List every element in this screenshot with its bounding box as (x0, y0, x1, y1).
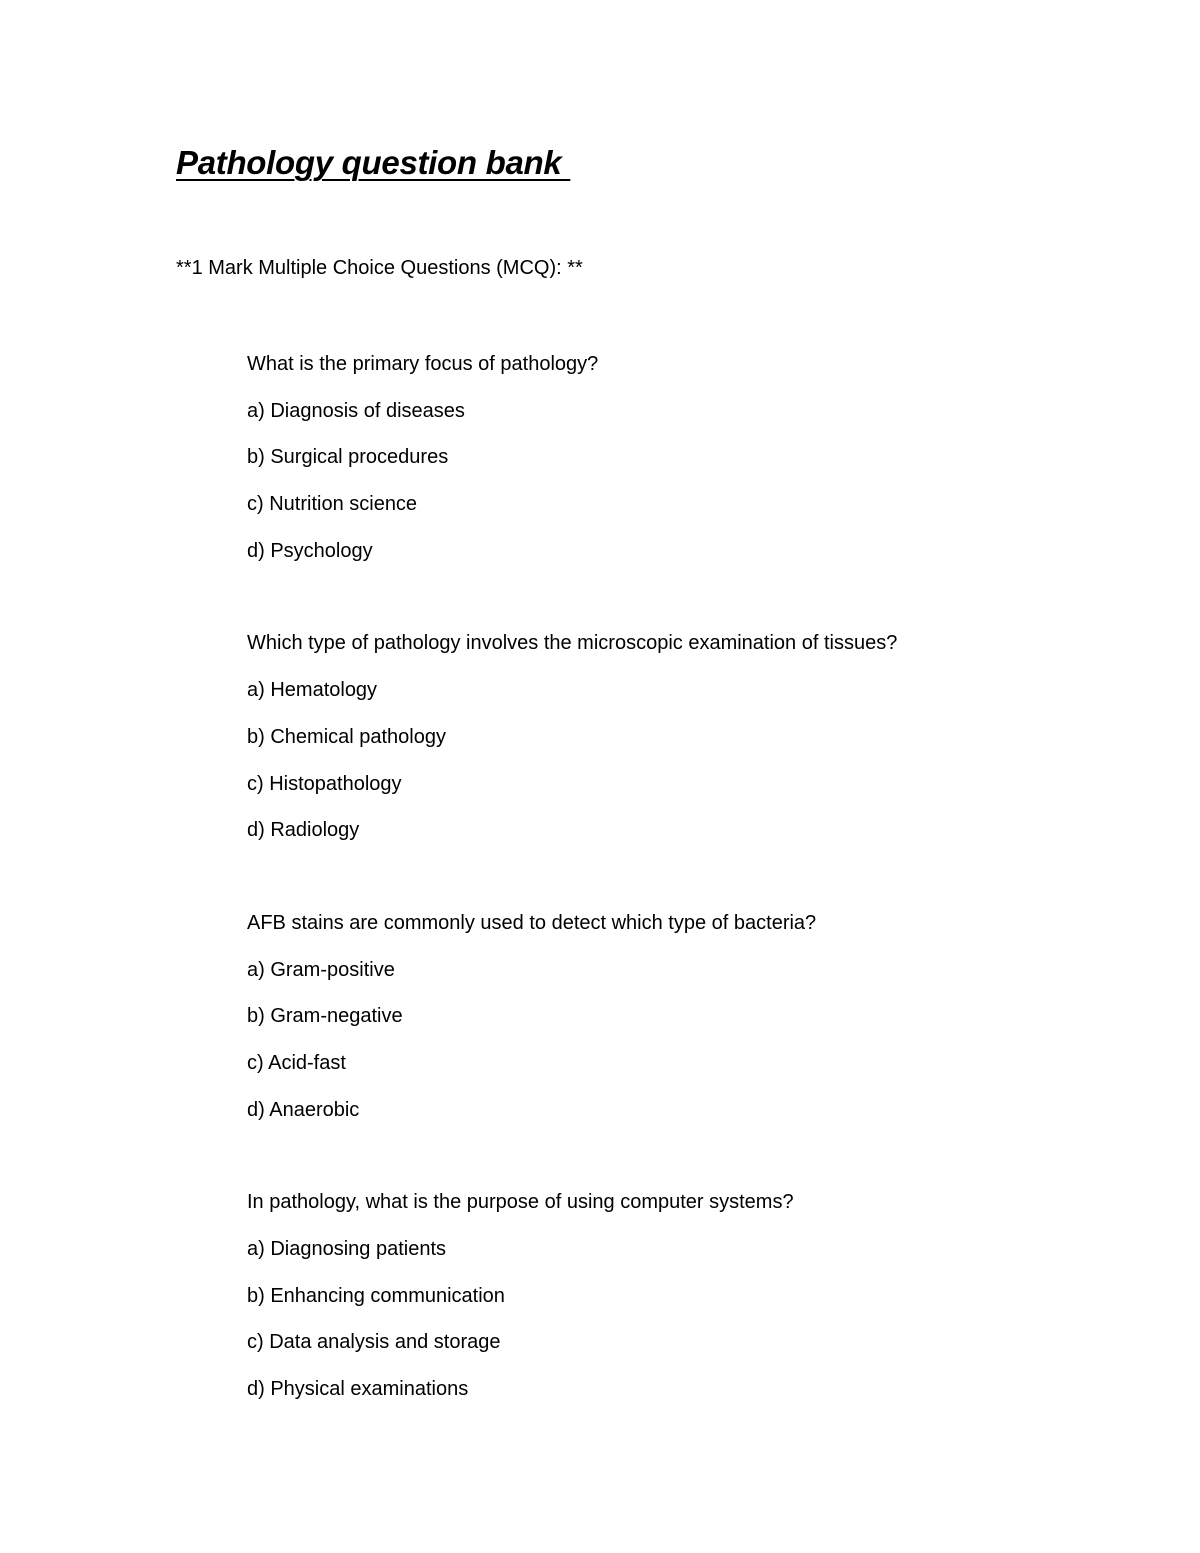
option-c: c) Acid-fast (247, 1051, 346, 1074)
option-b: b) Enhancing communication (247, 1284, 505, 1307)
question-list (247, 350, 1147, 1468)
option-a: a) Diagnosis of diseases (247, 399, 465, 422)
option-b: b) Surgical procedures (247, 446, 449, 469)
option-a: a) Diagnosing patients (247, 1238, 447, 1260)
option-b: b) Chemical pathology (247, 725, 446, 748)
option-a: a) Hematology (247, 679, 378, 702)
option-b: b) Gram-negative (247, 1005, 403, 1028)
question-text: What is the primary focus of pathology? (247, 353, 599, 375)
option-d: d) Physical examinations (247, 1378, 469, 1401)
question-block (247, 629, 1147, 862)
question-block (247, 350, 1147, 583)
option-d: d) Psychology (247, 539, 373, 562)
option-c: c) Nutrition science (247, 493, 418, 516)
option-c: c) Histopathology (247, 772, 402, 795)
question-block (247, 1188, 1147, 1421)
document-title: Pathology question bank (176, 144, 571, 181)
question-text: Which type of pathology involves the microscopic examination of tissues? (247, 632, 898, 655)
question-text: In pathology, what is the purpose of using computer systems? (247, 1191, 794, 1214)
option-c: c) Data analysis and storage (247, 1331, 501, 1354)
question-block (247, 909, 1147, 1142)
option-d: d) Anaerobic (247, 1098, 360, 1121)
section-heading: **1 Mark Multiple Choice Questions (MCQ): ** (176, 257, 583, 279)
option-d: d) Radiology (247, 819, 360, 842)
question-text: AFB stains are commonly used to detect which type of bacteria? (247, 911, 817, 934)
option-a: a) Gram-positive (247, 958, 395, 981)
